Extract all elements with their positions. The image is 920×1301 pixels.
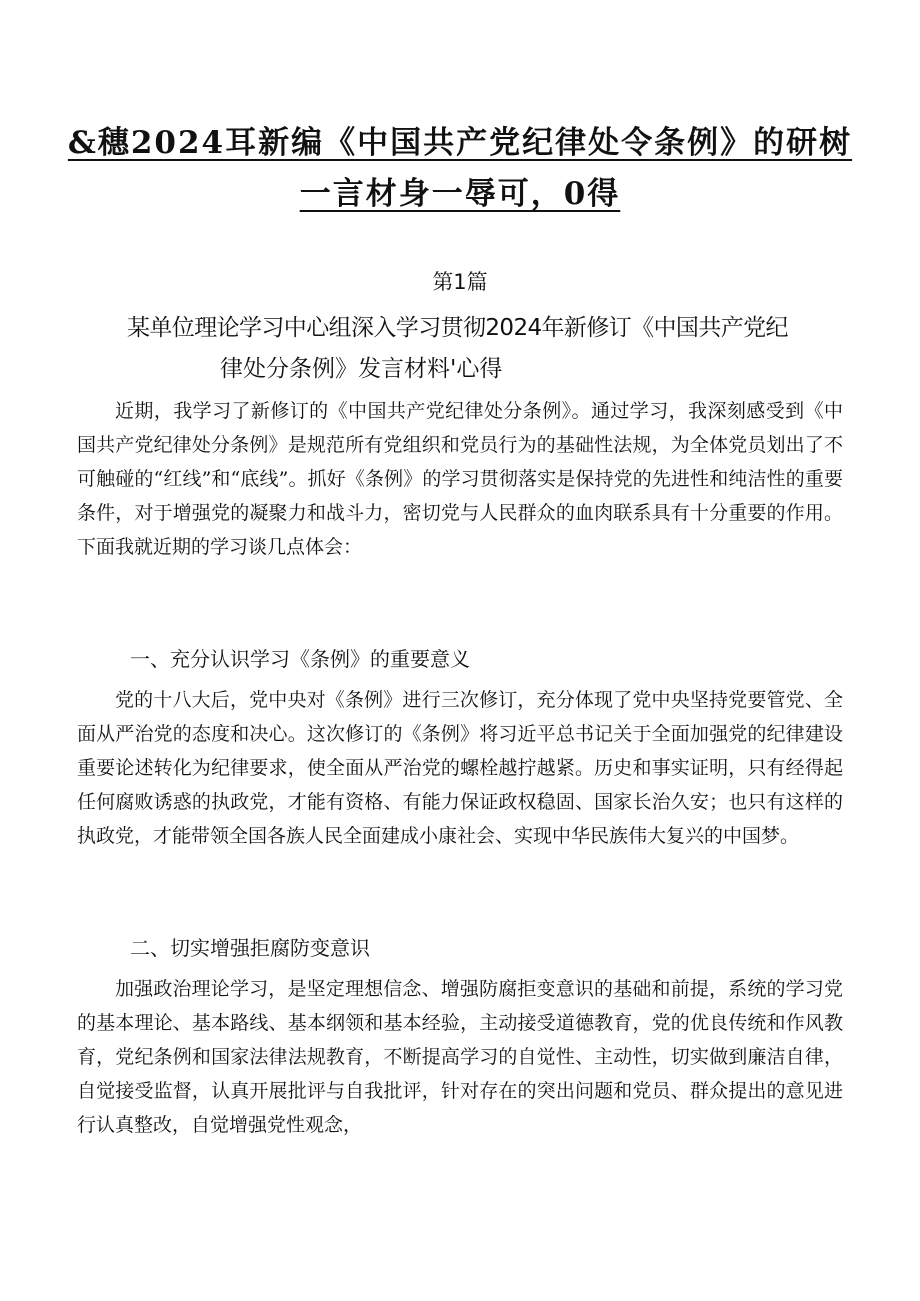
subtitle-line-2: 律处分条例》发言材料'心得 [220,356,503,382]
section-heading-2: 二、切实增强拒腐防变意识 [130,936,370,960]
subtitle-line-1: 某单位理论学习中心组深入学习贯彻2024年新修订《中国共产党纪 [127,315,788,341]
document-title-line-1 [0,117,920,162]
section-heading-1: 一、充分认识学习《条例》的重要意义 [130,647,470,671]
paragraph-section-2: 加强政治理论学习，是坚定理想信念、增强防腐拒变意识的基础和前提，系统的学习党的基本理论、基本路线、基本纲领和基本经验，主动接受道德教育，党的优良传统和作风教育，党纪条例和国家法律法规教育，不断提高学习的自觉性、主动性，切实做到廉洁自律，自觉接受监督，认真开展批评与自我批评，针对存在的突出问题和党员、群众提出的意见进行认真整改，自觉增强党性观念， [77,978,843,1136]
title-text-1: &穗2024耳新编《中国共产党纪律处令条例》的研树 [67,125,853,161]
document-title-line-2 [0,168,920,213]
paragraph-intro: 近期，我学习了新修订的《中国共产党纪律处分条例》。通过学习，我深刻感受到《中国共产党纪律处分条例》是规范所有党组织和党员行为的基础性法规，为全体党员划出了不可触碰的“红线”和“底线”。抓好《条例》的学习贯彻落实是保持党的先进性和纯洁性的重要条件，对于增强党的凝聚力和战斗力，密切党与人民群众的血肉联系具有十分重要的作用。下面我就近期的学习谈几点体会： [77,400,843,558]
chapter-label: 第1篇 [432,270,488,294]
title-text-2: 一言材身一辱可，0得 [299,176,621,212]
paragraph-section-1: 党的十八大后，党中央对《条例》进行三次修订，充分体现了党中央坚持党要管党、全面从严治党的态度和决心。这次修订的《条例》将习近平总书记关于全面加强党的纪律建设重要论述转化为纪律要求，使全面从严治党的螺栓越拧越紧。历史和事实证明，只有经得起任何腐败诱惑的执政党，才能有资格、有能力保证政权稳固、国家长治久安；也只有这样的执政党，才能带领全国各族人民全面建成小康社会、实现中华民族伟大复兴的中国梦。 [77,689,843,847]
